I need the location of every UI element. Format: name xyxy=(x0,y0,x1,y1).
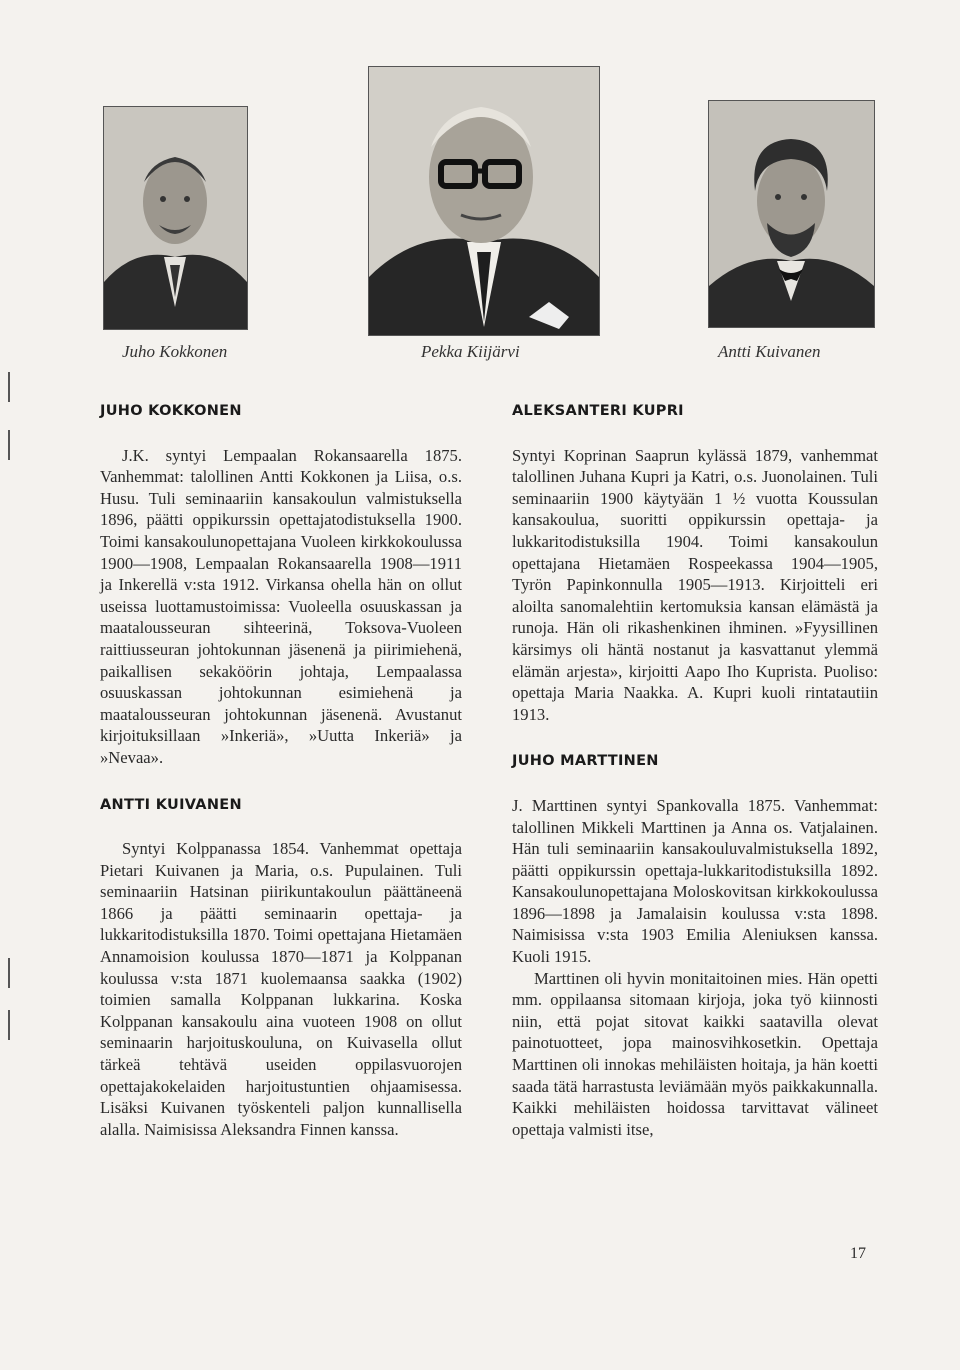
caption-antti-kuivanen: Antti Kuivanen xyxy=(718,342,821,361)
heading-aleksanteri-kupri: ALEKSANTERI KUPRI xyxy=(512,403,684,419)
bio-juho-kokkonen: J.K. syntyi Lempaalan Rokansaarella 1875. Vanhemmat: talollinen Antti Kokkonen ja Liisa, o.s. Husu. Tuli seminaariin kansakoulun valmistuksella 1896, päätti oppikurssin opettajatodistuksella 1900. Toimi kansakoulunopettajana Vuoleen kirkkokoulussa 1900—1908, Lempaalan Rokansaarella 1908—1911 ja Inkerellä v:sta 1912. Virkansa ohella hän on ollut useissa luottamustoimissa: Vuoleella osuuskassan ja maatalousseuran sihteerinä, Toksova-Vuoleen raittiusseuran johtokunnan jäsenenä ja piirimiehenä, paikallisen sekaköörin johtaja, Lempaalassa osuuskassan johtokunnan esimiehenä ja maatalousseuran johtokunnan jäsenenä. Avustanut kirjoituksillaan »Inkeriä», »Uutta Inkeriä» ja »Nevaa». xyxy=(100,445,462,767)
bio-antti-kuivanen: Syntyi Kolppanassa 1854. Vanhemmat opettaja Pietari Kuivanen ja Maria, o.s. Pupulainen. Tuli seminaariin Hatsinan piirikuntakoulun päättäneenä 1866 ja päätti seminaarin opettaja- ja lukkaritodistuksilla 1870. Toimi opettajana Hietamäen Annamoision koulussa 1870—1871 ja Kolppanan koulussa v:sta 1871 kuolemaansa saakka (1902) toimien samalla Kolppanan lukkarina. Koska Kolppanan kansakoulu aina vuoteen 1908 on ollut seminaarin harjoituskouluna, on Kuivasella ollut tärkeä tehtävä useiden oppilasvuorojen opettajakokelaiden harjoitustuntien ohjaamisessa. Lisäksi Kuivanen työskenteli paljon kunnallisella alalla. Naimisissa Aleksandra Finnen kanssa. xyxy=(100,839,462,1139)
bio-aleksanteri-kupri: Syntyi Koprinan Saaprun kylässä 1879, vanhemmat talollinen Juhana Kupri ja Katri, o.s. Juonolainen. Tuli seminaariin 1900 käytyään 1 ½ vuotta Koussulan kansakoulua, suoritti oppikurssin opettaja- ja lukkaritodistuksilla 1904. Toimi kansakoulun opettajana Hietamäen Rospeekassa 1904—1905, Tyrön Papinkonnulla 1905—1913. Kirjoitteli eri aloilta sanomalehtiin kertomuksia kansan elämästä ja runoja. Hän oli rikashenkinen ihminen. »Fyysillinen kärsimys oli häntä nostanut ja kasvattanut ylemmä elämän arjesta», kirjoitti Aapo Iho Kuprista. Puoliso: opettaja Maria Naakka. A. Kupri kuoli rintatautiin 1913. xyxy=(512,445,878,724)
right-column xyxy=(512,401,878,1140)
portrait-juho-kokkonen xyxy=(103,106,248,330)
heading-juho-kokkonen: JUHO KOKKONEN xyxy=(100,403,242,419)
heading-antti-kuivanen: ANTTI KUIVANEN xyxy=(100,796,242,813)
bio-juho-marttinen: J. Marttinen syntyi Spankovalla 1875. Vanhemmat: talollinen Mikkeli Marttinen ja Anna os. Vatjalainen. Hän tuli seminaariin kansakouluvalmistuksella 1892, päätti oppikurssin opettaja-lukkaritodistuksilla 1892. Kansakoulunopettajana Moloskovitsan kirkkokoulussa 1896—1898 ja Jamalaisin koulussa v:sta 1898. Naimisissa v:sta 1903 Emilia Aleniuksen kanssa. Kuoli 1915. xyxy=(512,795,878,967)
portrait-antti-kuivanen xyxy=(708,100,875,328)
margin-mark xyxy=(8,372,10,402)
margin-mark xyxy=(8,1010,10,1040)
heading-juho-marttinen: JUHO MARTTINEN xyxy=(512,753,659,770)
margin-mark xyxy=(8,958,10,988)
portrait-pekka-kiijarvi xyxy=(368,66,600,336)
page-number: 17 xyxy=(850,1245,866,1262)
caption-juho-kokkonen: Juho Kokkonen xyxy=(122,342,228,361)
bio-juho-marttinen-continued: Marttinen oli hyvin monitaitoinen mies. Hän opetti mm. oppilaansa sitomaan kirjoja, joka työ kiinnosti niin, että pojat sitovat kaikki saatavilla olevat painotuotteet, jopa mainosvihkosetkin. Opettaja Marttinen oli innokas mehiläisten hoitaja, ja hän koetti saada tätä harrastusta leviämään myös paikkakunnalla. Kaikki mehiläisten hoidossa tarvittavat välineet opettaja valmisti itse, xyxy=(512,968,878,1139)
margin-mark xyxy=(8,430,10,460)
left-column xyxy=(100,401,462,1140)
caption-pekka-kiijarvi: Pekka Kiijärvi xyxy=(421,342,520,361)
